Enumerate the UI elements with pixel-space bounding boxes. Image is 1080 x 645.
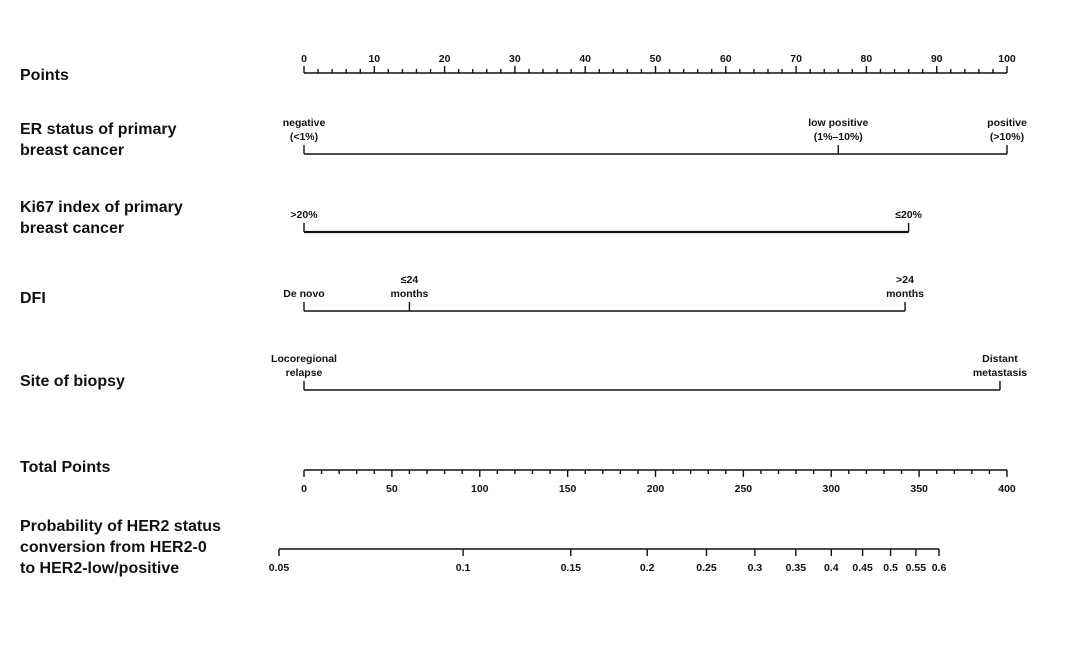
nomogram-rows bbox=[20, 53, 1027, 577]
category-label: De novo bbox=[283, 288, 325, 300]
tick-label: 80 bbox=[860, 53, 873, 65]
category-label: relapse bbox=[285, 367, 323, 379]
tick-label: 20 bbox=[438, 53, 451, 65]
category-label: (>10%) bbox=[989, 131, 1025, 143]
tick-label: 0.05 bbox=[268, 562, 290, 574]
tick-label: 0.5 bbox=[883, 562, 898, 574]
tick-label: 60 bbox=[719, 53, 732, 65]
tick-label: 70 bbox=[790, 53, 802, 65]
tick-label: 40 bbox=[579, 53, 592, 65]
row-label: Points bbox=[20, 67, 69, 84]
tick-label: 350 bbox=[910, 483, 928, 495]
tick-label: 0.15 bbox=[560, 562, 582, 574]
tick-label: 0.45 bbox=[852, 562, 873, 574]
tick-label: 0 bbox=[301, 53, 307, 65]
row-label: Total Points bbox=[20, 459, 111, 476]
tick-label: 400 bbox=[998, 483, 1016, 495]
row-prob bbox=[20, 518, 946, 577]
row-label: to HER2-low/positive bbox=[20, 560, 180, 577]
category-label: (<1%) bbox=[289, 131, 319, 143]
row-label: conversion from HER2-0 bbox=[20, 539, 207, 556]
row-label: Ki67 index of primary bbox=[20, 199, 183, 216]
tick-label: 100 bbox=[998, 53, 1016, 65]
row-label: DFI bbox=[20, 290, 46, 307]
tick-label: 0.4 bbox=[824, 562, 839, 574]
tick-label: 150 bbox=[558, 483, 577, 495]
tick-label: 0.6 bbox=[931, 562, 947, 574]
row-dfi bbox=[20, 274, 924, 311]
row-points bbox=[20, 53, 1016, 84]
tick-label: 30 bbox=[509, 53, 521, 65]
row-label: Site of biopsy bbox=[20, 373, 125, 390]
tick-label: 200 bbox=[646, 483, 665, 495]
category-label: (1%–10%) bbox=[813, 131, 863, 143]
category-label: months bbox=[390, 288, 429, 300]
tick-label: 50 bbox=[386, 483, 398, 495]
tick-label: 0.55 bbox=[905, 562, 927, 574]
tick-label: 90 bbox=[930, 53, 943, 65]
category-label: ≤20% bbox=[895, 209, 922, 221]
category-label: months bbox=[886, 288, 925, 300]
row-label: Probability of HER2 status bbox=[20, 518, 221, 535]
tick-label: 0.25 bbox=[696, 562, 717, 574]
category-label: low positive bbox=[808, 117, 869, 129]
tick-label: 0.3 bbox=[747, 562, 763, 574]
row-site bbox=[20, 353, 1027, 390]
row-ki67 bbox=[20, 199, 923, 237]
tick-label: 50 bbox=[649, 53, 662, 65]
tick-label: 300 bbox=[822, 483, 841, 495]
tick-label: 250 bbox=[734, 483, 753, 495]
category-label: negative bbox=[282, 117, 326, 129]
row-label: breast cancer bbox=[20, 142, 125, 159]
tick-label: 0.35 bbox=[785, 562, 807, 574]
category-label: >24 bbox=[896, 274, 914, 286]
tick-label: 10 bbox=[368, 53, 381, 65]
row-label: breast cancer bbox=[20, 220, 125, 237]
tick-label: 100 bbox=[470, 483, 489, 495]
category-label: >20% bbox=[290, 209, 318, 221]
category-label: ≤24 bbox=[400, 274, 419, 286]
category-label: Locoregional bbox=[271, 353, 337, 365]
tick-label: 0.2 bbox=[639, 562, 655, 574]
tick-label: 0.1 bbox=[455, 562, 471, 574]
row-total bbox=[20, 459, 1016, 495]
category-label: metastasis bbox=[972, 367, 1028, 379]
category-label: positive bbox=[987, 117, 1027, 129]
tick-label: 0 bbox=[301, 483, 307, 495]
category-label: Distant bbox=[982, 353, 1018, 365]
row-er bbox=[20, 117, 1027, 159]
row-label: ER status of primary bbox=[20, 121, 177, 138]
